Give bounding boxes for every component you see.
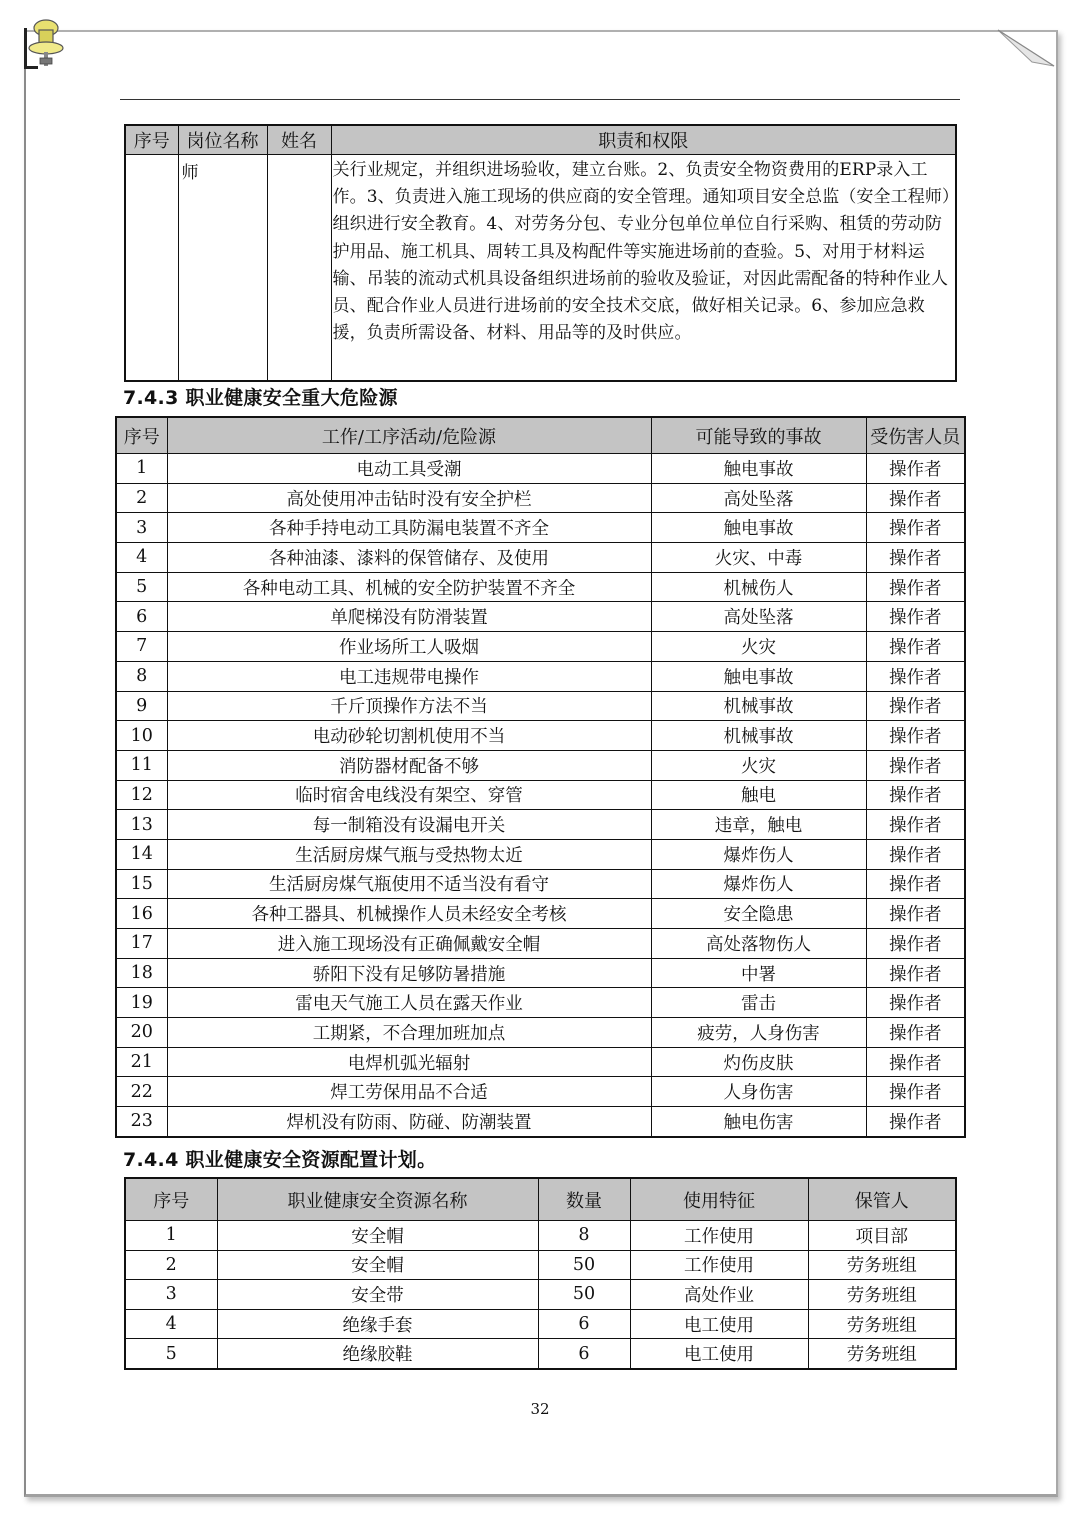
table-row — [116, 810, 965, 840]
table-cell: 6 — [538, 1339, 630, 1369]
table-cell: 操作者 — [866, 543, 965, 573]
table-row — [125, 1309, 956, 1339]
table-cell: 绝缘手套 — [217, 1309, 538, 1339]
table-cell: 灼伤皮肤 — [651, 1047, 866, 1077]
table-cell: 安全隐患 — [651, 899, 866, 929]
table-cell: 操作者 — [866, 454, 965, 484]
table-cell: 火灾 — [651, 632, 866, 662]
table-cell: 3 — [116, 513, 167, 543]
table-row — [116, 543, 965, 573]
table-cell: 8 — [116, 661, 167, 691]
header-cell: 职业健康安全资源名称 — [217, 1178, 538, 1221]
table-cell: 高处使用冲击钻时没有安全护栏 — [167, 483, 651, 513]
table-cell: 火灾、中毒 — [651, 543, 866, 573]
table-cell: 劳务班组 — [808, 1309, 956, 1339]
table-cell: 项目部 — [808, 1221, 956, 1251]
table-cell: 15 — [116, 869, 167, 899]
table-row — [116, 839, 965, 869]
table-row — [116, 454, 965, 484]
table-cell: 千斤顶操作方法不当 — [167, 691, 651, 721]
table-cell: 11 — [116, 750, 167, 780]
table-cell: 3 — [125, 1280, 217, 1310]
table-cell: 操作者 — [866, 1047, 965, 1077]
header-cell: 姓名 — [267, 125, 331, 155]
table-row — [116, 1047, 965, 1077]
header-cell: 工作/工序活动/危险源 — [167, 417, 651, 454]
table-cell: 电动砂轮切割机使用不当 — [167, 721, 651, 751]
duties-cell: 关行业规定，并组织进场验收，建立台账。2、负责安全物资费用的ERP录入工作。3、负责进入施工现场的供应商的安全管理。通知项目安全总监（安全工程师）组织进行安全教育。4、对劳务分包、专业分包单位单位自行采购、租赁的劳动防护用品、施工机具、周转工具及构配件等实施进场前的查验。5、对用于材料运输、吊装的流动式机具设备组织进场前的验收及验证，对因此需配备的特种作业人员、配合作业人员进行进场前的安全技术交底，做好相关记录。6、参加应急救援，负责所需设备、材料、用品等的及时供应。 — [331, 155, 956, 382]
table-cell: 单爬梯没有防滑装置 — [167, 602, 651, 632]
table-row — [125, 1280, 956, 1310]
table-row — [125, 1221, 956, 1251]
table-cell: 4 — [116, 543, 167, 573]
table-cell: 焊机没有防雨、防碰、防潮装置 — [167, 1107, 651, 1137]
table-cell: 21 — [116, 1047, 167, 1077]
table-cell: 18 — [116, 958, 167, 988]
table-cell: 触电 — [651, 780, 866, 810]
table-header-row — [125, 1178, 956, 1221]
table-cell: 机械事故 — [651, 691, 866, 721]
table-cell: 操作者 — [866, 1018, 965, 1048]
table-cell: 高处坠落 — [651, 602, 866, 632]
header-rule — [120, 99, 960, 100]
table-cell: 高处落物伤人 — [651, 929, 866, 959]
table-cell: 1 — [125, 1221, 217, 1251]
responsibility-table — [124, 124, 957, 382]
table-cell: 23 — [116, 1107, 167, 1137]
table-cell: 各种工器具、机械操作人员未经安全考核 — [167, 899, 651, 929]
table-cell: 50 — [538, 1250, 630, 1280]
table-cell: 绝缘胶鞋 — [217, 1339, 538, 1369]
section-heading-743: 7.4.3 职业健康安全重大危险源 — [123, 387, 398, 409]
table-cell: 操作者 — [866, 810, 965, 840]
table-cell: 各种手持电动工具防漏电装置不齐全 — [167, 513, 651, 543]
table-cell: 操作者 — [866, 1107, 965, 1137]
table-cell: 中署 — [651, 958, 866, 988]
header-cell: 使用特征 — [630, 1178, 808, 1221]
pushpin-icon[interactable] — [22, 14, 70, 70]
header-cell: 职责和权限 — [331, 125, 956, 155]
table-row — [116, 632, 965, 662]
table-cell: 操作者 — [866, 1077, 965, 1107]
table-cell: 生活厨房煤气瓶使用不适当没有看守 — [167, 869, 651, 899]
page-number: 32 — [530, 1400, 550, 1418]
table-header-row — [116, 417, 965, 454]
table-cell: 19 — [116, 988, 167, 1018]
table-cell: 20 — [116, 1018, 167, 1048]
header-cell: 序号 — [125, 125, 178, 155]
table-cell: 操作者 — [866, 839, 965, 869]
table-cell: 雷电天气施工人员在露天作业 — [167, 988, 651, 1018]
table-cell: 电动工具受潮 — [167, 454, 651, 484]
header-cell: 数量 — [538, 1178, 630, 1221]
table-cell: 17 — [116, 929, 167, 959]
table-cell: 每一制箱没有设漏电开关 — [167, 810, 651, 840]
table-cell: 触电事故 — [651, 513, 866, 543]
hazard-table — [115, 416, 966, 1138]
table-cell: 焊工劳保用品不合适 — [167, 1077, 651, 1107]
table-cell: 4 — [125, 1309, 217, 1339]
header-cell: 保管人 — [808, 1178, 956, 1221]
table-cell: 工作使用 — [630, 1221, 808, 1251]
page-curl-icon — [996, 26, 1056, 70]
table-cell: 16 — [116, 899, 167, 929]
table-cell: 疲劳，人身伤害 — [651, 1018, 866, 1048]
table-cell: 操作者 — [866, 513, 965, 543]
table-cell: 触电事故 — [651, 454, 866, 484]
table-cell: 安全带 — [217, 1280, 538, 1310]
table-cell: 消防器材配备不够 — [167, 750, 651, 780]
table-row — [116, 899, 965, 929]
table-row — [125, 1339, 956, 1369]
header-cell: 序号 — [125, 1178, 217, 1221]
table-cell: 操作者 — [866, 869, 965, 899]
table-cell: 安全帽 — [217, 1250, 538, 1280]
table-cell: 人身伤害 — [651, 1077, 866, 1107]
table-row — [116, 721, 965, 751]
table-cell: 7 — [116, 632, 167, 662]
table-cell: 爆炸伤人 — [651, 869, 866, 899]
table-cell: 触电伤害 — [651, 1107, 866, 1137]
name-cell — [267, 155, 331, 382]
table-cell: 6 — [538, 1309, 630, 1339]
table-cell: 雷击 — [651, 988, 866, 1018]
header-cell: 序号 — [116, 417, 167, 454]
table-row — [116, 929, 965, 959]
table-cell: 骄阳下没有足够防暑措施 — [167, 958, 651, 988]
table-row — [116, 780, 965, 810]
header-cell: 可能导致的事故 — [651, 417, 866, 454]
table-cell: 工作使用 — [630, 1250, 808, 1280]
table-cell: 安全帽 — [217, 1221, 538, 1251]
table-cell: 9 — [116, 691, 167, 721]
table-cell: 作业场所工人吸烟 — [167, 632, 651, 662]
resource-table — [124, 1177, 957, 1370]
table-cell: 高处坠落 — [651, 483, 866, 513]
table-cell: 8 — [538, 1221, 630, 1251]
table-cell: 10 — [116, 721, 167, 751]
table-cell: 操作者 — [866, 691, 965, 721]
table-row — [125, 155, 956, 382]
table-cell: 操作者 — [866, 602, 965, 632]
table-row — [116, 513, 965, 543]
table-cell: 操作者 — [866, 988, 965, 1018]
table-cell: 操作者 — [866, 929, 965, 959]
table-cell: 电焊机弧光辐射 — [167, 1047, 651, 1077]
table-cell: 临时宿舍电线没有架空、穿管 — [167, 780, 651, 810]
table-row — [116, 602, 965, 632]
table-cell: 机械事故 — [651, 721, 866, 751]
table-row — [116, 661, 965, 691]
table-cell: 机械伤人 — [651, 572, 866, 602]
table-cell: 各种电动工具、机械的安全防护装置不齐全 — [167, 572, 651, 602]
table-row — [116, 483, 965, 513]
table-cell: 进入施工现场没有正确佩戴安全帽 — [167, 929, 651, 959]
table-cell: 22 — [116, 1077, 167, 1107]
table-cell: 电工使用 — [630, 1309, 808, 1339]
table-cell: 电工使用 — [630, 1339, 808, 1369]
table-cell: 操作者 — [866, 572, 965, 602]
table-cell: 13 — [116, 810, 167, 840]
table-cell: 14 — [116, 839, 167, 869]
header-cell: 受伤害人员 — [866, 417, 965, 454]
table-row — [116, 691, 965, 721]
table-cell: 操作者 — [866, 780, 965, 810]
table-cell: 5 — [125, 1339, 217, 1369]
table-cell: 12 — [116, 780, 167, 810]
table-cell: 操作者 — [866, 632, 965, 662]
table-cell: 高处作业 — [630, 1280, 808, 1310]
table-header-row — [125, 125, 956, 155]
table-cell: 操作者 — [866, 958, 965, 988]
table-cell: 操作者 — [866, 899, 965, 929]
table-cell: 工期紧，不合理加班加点 — [167, 1018, 651, 1048]
table-cell: 操作者 — [866, 661, 965, 691]
table-cell: 电工违规带电操作 — [167, 661, 651, 691]
table-cell: 劳务班组 — [808, 1339, 956, 1369]
table-cell: 操作者 — [866, 750, 965, 780]
table-cell: 1 — [116, 454, 167, 484]
table-cell: 各种油漆、漆料的保管储存、及使用 — [167, 543, 651, 573]
table-cell: 5 — [116, 572, 167, 602]
section-heading-744: 7.4.4 职业健康安全资源配置计划。 — [123, 1149, 437, 1171]
table-cell: 50 — [538, 1280, 630, 1310]
table-cell: 火灾 — [651, 750, 866, 780]
table-row — [125, 1250, 956, 1280]
table-cell: 操作者 — [866, 483, 965, 513]
table-cell: 触电事故 — [651, 661, 866, 691]
table-cell: 2 — [125, 1250, 217, 1280]
table-row — [116, 958, 965, 988]
table-cell: 2 — [116, 483, 167, 513]
table-cell: 生活厨房煤气瓶与受热物太近 — [167, 839, 651, 869]
table-row — [116, 572, 965, 602]
table-cell: 爆炸伤人 — [651, 839, 866, 869]
table-row — [116, 1077, 965, 1107]
table-cell: 劳务班组 — [808, 1280, 956, 1310]
table-row — [116, 869, 965, 899]
number-cell — [125, 155, 178, 382]
table-cell: 操作者 — [866, 721, 965, 751]
table-row — [116, 750, 965, 780]
table-row — [116, 1018, 965, 1048]
table-row — [116, 1107, 965, 1137]
table-cell: 劳务班组 — [808, 1250, 956, 1280]
table-cell: 违章，触电 — [651, 810, 866, 840]
table-cell: 6 — [116, 602, 167, 632]
table-row — [116, 988, 965, 1018]
role-cell: 师 — [178, 155, 267, 382]
header-cell: 岗位名称 — [178, 125, 267, 155]
